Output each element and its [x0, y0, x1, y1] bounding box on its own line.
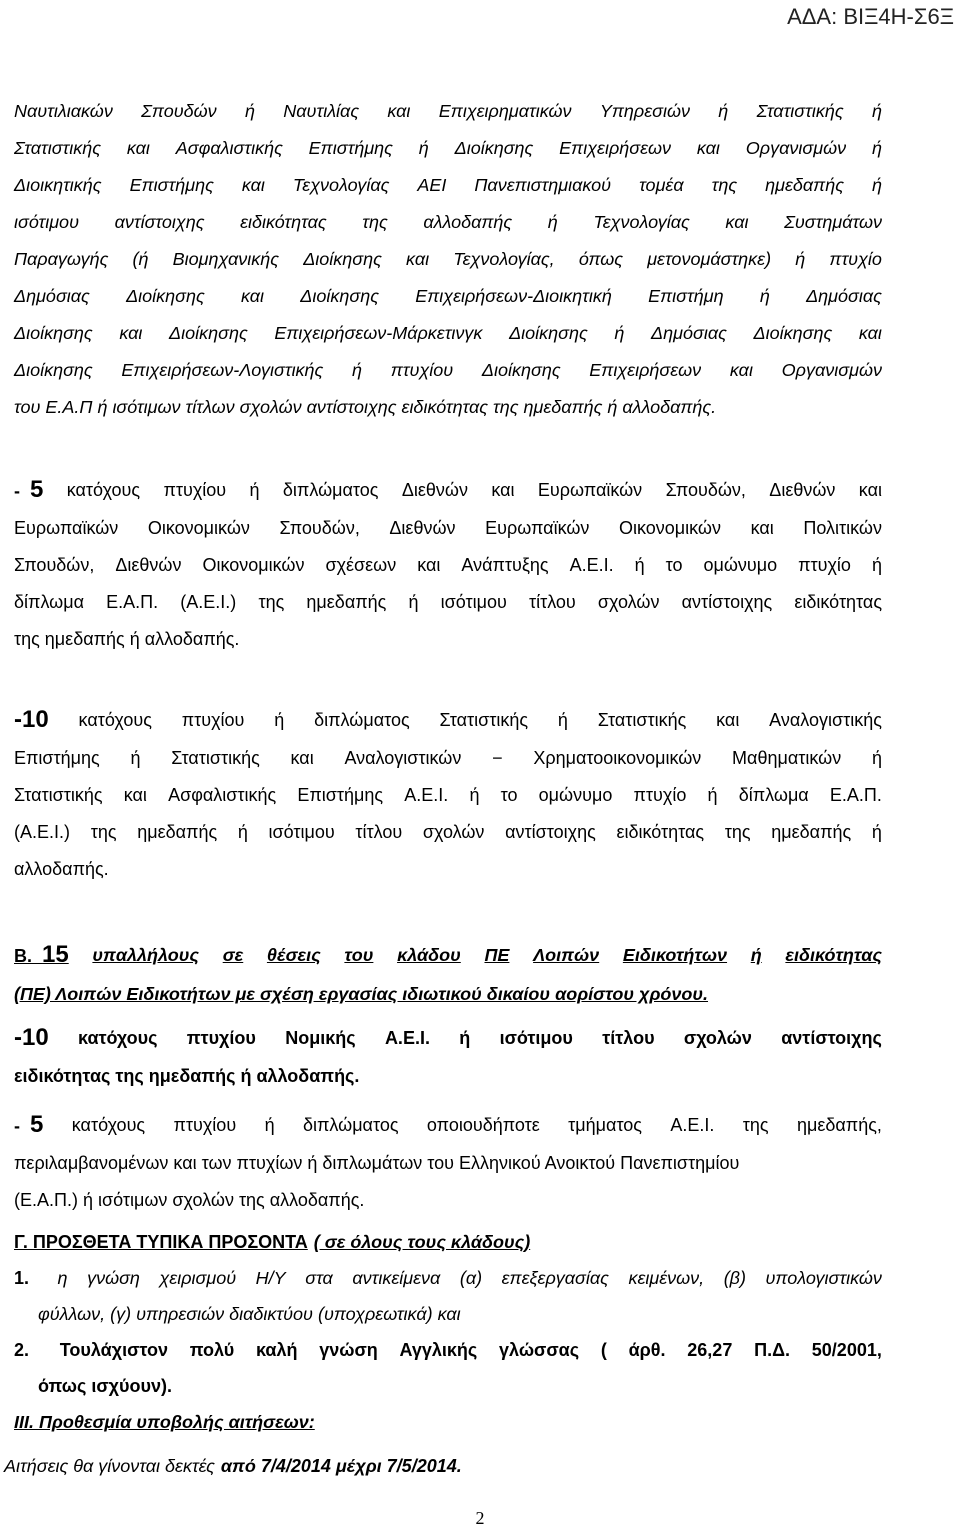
word: η	[57, 1268, 68, 1288]
word: και	[725, 212, 749, 232]
word: Διοίκησης	[753, 323, 833, 343]
word: Μαθηματικών	[732, 748, 842, 768]
word: πτυχίου	[390, 360, 454, 380]
word: και	[491, 480, 515, 500]
word: ή	[557, 710, 568, 730]
word: Βιομηχανικής	[172, 249, 280, 269]
word: Επιστήμης	[129, 175, 214, 195]
word: Α.Ε.Ι.	[670, 1115, 715, 1135]
word: ή	[871, 138, 882, 158]
word: σχολών	[683, 1028, 752, 1048]
word: διπλώματος	[282, 480, 379, 500]
word: Σπουδών,	[665, 480, 746, 500]
word: Διοικητικής	[14, 175, 102, 195]
word: Διοίκησης	[509, 323, 588, 343]
word: Επιχειρήσεων-Λογιστικής	[121, 360, 324, 380]
word: ημεδαπής	[771, 822, 852, 842]
word: Στατιστικής	[597, 710, 687, 730]
word: της	[90, 822, 117, 842]
word: και	[858, 480, 882, 500]
word: υπολογιστικών	[765, 1268, 882, 1288]
word: το	[500, 785, 518, 805]
word: Σπουδών,	[279, 518, 360, 538]
section-g-heading: Γ. ΠΡΟΣΘΕΤΑ ΤΥΠΙΚΑ ΠΡΟΣΟΝΤΑ ( σε όλους τους κλάδους)	[14, 1232, 531, 1252]
word: Ε.Α.Π.	[106, 592, 159, 612]
word: κατόχους	[78, 710, 152, 730]
word: ειδικότητας	[785, 945, 882, 965]
ada-code: ΑΔΑ: ΒΙΞ4Η-Σ6Ξ	[787, 4, 954, 29]
word: Στατιστικής	[171, 748, 260, 768]
word: Τεχνολογίας	[593, 212, 690, 232]
word: πτυχίο	[798, 555, 851, 575]
word: Λοιπών	[533, 945, 600, 965]
word: στα	[305, 1268, 333, 1288]
word: και	[126, 138, 150, 158]
word: Οικονομικών	[202, 555, 305, 575]
word: και	[240, 286, 265, 306]
word: πτυχίου	[186, 1028, 256, 1048]
word: Επιχειρήσεων-Μάρκετινγκ	[274, 323, 483, 343]
word: πτυχίου	[181, 710, 245, 730]
text-line	[14, 278, 882, 315]
section-b-heading: Β. 15 υπαλλήλους σε θέσεις του κλάδου ΠΕ Λοιπών Ειδικοτήτων ή ειδικότητας	[14, 934, 882, 976]
word: Ασφαλιστικής	[175, 138, 283, 158]
word: καλή	[255, 1340, 298, 1360]
word: Οργανισμών	[745, 138, 847, 158]
word: ειδικότητας	[794, 592, 882, 612]
text-line	[14, 130, 882, 167]
section-b	[14, 934, 882, 1013]
word: Α.Ε.Ι.	[384, 1028, 430, 1048]
word: Αναλογιστικών	[344, 748, 462, 768]
word: Οργανισμών	[781, 360, 882, 380]
word: σχέσεων	[325, 555, 397, 575]
word: ή	[244, 101, 255, 121]
page-number: 2	[475, 1508, 485, 1528]
word: αντίστοιχης	[114, 212, 205, 232]
text-line	[14, 241, 882, 278]
list-item-2: 2. Τουλάχιστον πολύ καλή γνώση Αγγλικής γλώσσας ( άρθ. 26,27 Π.Δ. 50/2001,	[14, 1332, 882, 1368]
text-line-last: (Ε.Α.Π.) ή ισότιμων σχολών της αλλοδαπής.	[14, 1190, 365, 1210]
word: Επιστήμης	[14, 748, 100, 768]
word: ή	[871, 175, 882, 195]
word: Ευρωπαϊκών	[537, 480, 643, 500]
word: Παραγωγής	[14, 249, 109, 269]
word: αντίστοιχης	[505, 822, 596, 842]
word: όπως	[578, 249, 624, 269]
word: αντίστοιχης	[681, 592, 773, 612]
word: Στατιστικής	[14, 785, 103, 805]
word: υπαλλήλους	[92, 945, 200, 965]
word: οποιουδήποτε	[426, 1115, 540, 1135]
word: Ναυτιλιακών	[14, 101, 113, 121]
word: Π.Δ.	[754, 1340, 791, 1360]
word: Επιστήμη	[648, 286, 724, 306]
text-line	[14, 352, 882, 389]
word: ισότιμου	[268, 822, 335, 842]
paragraph-1	[14, 93, 882, 426]
text-line: περιλαμβανομένων και των πτυχίων ή διπλωμάτων του Ελληνικού Ανοικτού Πανεπιστημίου	[14, 1153, 740, 1173]
word: Συστημάτων	[784, 212, 882, 232]
deadline-line: Αιτήσεις θα γίνονται δεκτές από 7/4/2014 μέχρι 7/5/2014.	[4, 1456, 462, 1476]
word: θέσεις	[266, 945, 321, 965]
word: γνώση	[319, 1340, 378, 1360]
word: Στατιστικής	[14, 138, 102, 158]
word: Οικονομικών	[147, 518, 250, 538]
word: Στατιστικής	[756, 101, 844, 121]
word: Ναυτιλίας	[283, 101, 360, 121]
word: ισότιμου	[440, 592, 507, 612]
word: Αναλογιστικής	[769, 710, 882, 730]
list-item-2-cont: όπως ισχύουν).	[38, 1376, 172, 1396]
word: πτυχίο	[633, 785, 687, 805]
word: και	[119, 323, 143, 343]
word: Χρηματοοικονομικών	[533, 748, 702, 768]
word: Διοίκησης	[300, 286, 379, 306]
text-line	[14, 510, 882, 547]
text-line	[14, 167, 882, 204]
word: και	[729, 360, 753, 380]
word: Διοίκησης	[303, 249, 382, 269]
word: ή	[274, 710, 285, 730]
list-item-1-cont: φύλλων, (γ) υπηρεσιών διαδικτύου (υποχρεωτικά) και	[38, 1304, 461, 1324]
word: γνώση	[87, 1268, 140, 1288]
word: σε	[222, 945, 244, 965]
word: Επιχειρήσεων-Διοικητική	[415, 286, 612, 306]
text-line	[14, 777, 882, 814]
word: Υπηρεσιών	[599, 101, 690, 121]
word: Α.Ε.Ι.	[404, 785, 449, 805]
word: Δημόσιας	[14, 286, 90, 306]
text-line	[14, 204, 882, 241]
word: (	[600, 1340, 607, 1360]
word: και	[716, 710, 740, 730]
word: πτυχίου	[163, 480, 227, 500]
word: χειρισμού	[159, 1268, 237, 1288]
word: ή	[750, 945, 762, 965]
word: Διοίκησης	[14, 360, 93, 380]
word: τίτλου	[602, 1028, 655, 1048]
word: Διοίκησης	[126, 286, 205, 306]
word: ή	[871, 555, 882, 575]
word: ή	[469, 785, 480, 805]
word: ειδικότητας	[240, 212, 327, 232]
word: ή	[352, 360, 363, 380]
word: τίτλου	[528, 592, 576, 612]
word: ημεδαπής	[306, 592, 387, 612]
word: Ασφαλιστικής	[168, 785, 277, 805]
word: αλλοδαπής	[423, 212, 513, 232]
word: Διεθνών	[769, 480, 836, 500]
word: Δημόσιας	[806, 286, 882, 306]
word: κλάδου	[397, 945, 461, 965]
word: Σπουδών,	[14, 555, 95, 575]
paragraph-2	[14, 470, 882, 658]
word: Διεθνών	[389, 518, 456, 538]
text-line	[14, 584, 882, 621]
word: ΠΕ	[484, 945, 510, 965]
word: ΑΕΙ	[417, 175, 447, 195]
word: Επιχειρήσεων	[589, 360, 702, 380]
word: και	[387, 101, 411, 121]
word: ημεδαπής,	[796, 1115, 882, 1135]
text-line: -10 κατόχους πτυχίου ή διπλώματος Στατιστικής ή Στατιστικής και Αναλογιστικής	[14, 700, 882, 740]
word: ή	[871, 748, 882, 768]
word: σχολών	[597, 592, 660, 612]
word: και	[858, 323, 882, 343]
word: Διοίκησης	[481, 360, 561, 380]
word: της	[362, 212, 388, 232]
word: ημεδαπής	[137, 822, 218, 842]
word: Διεθνών	[115, 555, 182, 575]
paragraph-3	[14, 700, 882, 888]
word: τίτλου	[355, 822, 403, 842]
text-line	[14, 814, 882, 851]
word: (β)	[723, 1268, 746, 1288]
word: τομέα	[639, 175, 684, 195]
word: Διοίκησης	[14, 323, 93, 343]
word: Τουλάχιστον	[59, 1340, 168, 1360]
list-item-1: 1. η γνώση χειρισμού Η/Υ στα αντικείμενα (α) επεξεργασίας κειμένων, (β) υπολογιστικών	[14, 1260, 882, 1296]
word: το	[665, 555, 683, 575]
word: Αγγλικής	[399, 1340, 478, 1360]
word: αντίστοιχης	[781, 1028, 882, 1048]
word: πτυχίο	[829, 249, 882, 269]
word: ή	[614, 323, 625, 343]
word: ή	[871, 822, 882, 842]
word: διπλώματος	[314, 710, 410, 730]
word: δίπλωμα	[14, 592, 84, 612]
word: διπλώματος	[302, 1115, 399, 1135]
word: Στατιστικής	[439, 710, 529, 730]
word: τμήματος	[568, 1115, 642, 1135]
word: του	[344, 945, 374, 965]
word: Διεθνών	[401, 480, 468, 500]
word: αντικείμενα	[352, 1268, 441, 1288]
word: και	[417, 555, 441, 575]
word: Επιχειρηματικών	[438, 101, 572, 121]
word: και	[696, 138, 720, 158]
word: Πανεπιστημιακού	[474, 175, 612, 195]
text-line-last: ειδικότητας της ημεδαπής ή αλλοδαπής.	[14, 1066, 360, 1086]
word: Η/Υ	[255, 1268, 286, 1288]
word: ημεδαπής	[765, 175, 844, 195]
word: ή	[418, 138, 429, 158]
word: (Α.Ε.Ι.)	[180, 592, 237, 612]
section-g	[14, 1224, 882, 1440]
word: Α.Ε.Ι.	[569, 555, 614, 575]
text-line: - 5 κατόχους πτυχίου ή διπλώματος οποιουδήποτε τμήματος Α.Ε.Ι. της ημεδαπής,	[14, 1105, 882, 1145]
word: ισότιμου	[499, 1028, 573, 1048]
word: Επιστήμης	[308, 138, 393, 158]
text-line-last: αλλοδαπής.	[14, 859, 109, 879]
word: της	[258, 592, 285, 612]
text-line	[14, 93, 882, 130]
text-line	[14, 740, 882, 777]
word: ομώνυμο	[703, 555, 778, 575]
word: και	[123, 785, 147, 805]
word: δίπλωμα	[738, 785, 809, 805]
word: και	[750, 518, 774, 538]
word: άρθ.	[628, 1340, 666, 1360]
word: ή	[547, 212, 558, 232]
word: 50/2001,	[811, 1340, 882, 1360]
word: Σπουδών	[141, 101, 217, 121]
word: ή	[249, 480, 260, 500]
word: ομώνυμο	[538, 785, 613, 805]
word: μετονομάστηκε)	[647, 249, 772, 269]
word: και	[241, 175, 265, 195]
word: Ευρωπαϊκών	[485, 518, 590, 538]
text-line-last: της ημεδαπής ή αλλοδαπής.	[14, 629, 240, 649]
word: ή	[459, 1028, 471, 1048]
section-b-item-2	[14, 1105, 882, 1219]
text-line: - 5 κατόχους πτυχίου ή διπλώματος Διεθνών και Ευρωπαϊκών Σπουδών, Διεθνών και	[14, 470, 882, 510]
section-iii-heading: ΙΙΙ. Προθεσμία υποβολής αιτήσεων:	[14, 1412, 315, 1432]
word: κατόχους	[66, 480, 141, 500]
word: Ειδικοτήτων	[622, 945, 728, 965]
word: της	[724, 822, 751, 842]
word: επεξεργασίας	[501, 1268, 609, 1288]
word: ή	[264, 1115, 275, 1135]
word: ή	[871, 101, 882, 121]
text-line	[14, 315, 882, 352]
word: Επιστήμης	[297, 785, 384, 805]
word: ή	[718, 101, 729, 121]
word: (Α.Ε.Ι.)	[14, 822, 71, 842]
word: γλώσσας	[499, 1340, 580, 1360]
word: σχολών	[422, 822, 485, 842]
word: ή	[408, 592, 419, 612]
section-b-item-1	[14, 1018, 882, 1095]
word: (α)	[459, 1268, 483, 1288]
section-b-heading-2: (ΠΕ) Λοιπών Ειδικοτήτων με σχέση εργασίας ιδιωτικού δικαίου αορίστου χρόνου.	[14, 984, 709, 1004]
word: ισότιμου	[14, 212, 79, 232]
word: πολύ	[189, 1340, 235, 1360]
word: ή	[795, 249, 806, 269]
word: κατόχους	[78, 1028, 158, 1048]
word: και	[290, 748, 314, 768]
word: Νομικής	[285, 1028, 356, 1048]
word: Οικονομικών	[618, 518, 721, 538]
word: ή	[707, 785, 718, 805]
text-line: -10 κατόχους πτυχίου Νομικής Α.Ε.Ι. ή ισότιμου τίτλου σχολών αντίστοιχης	[14, 1018, 882, 1058]
word: −	[492, 748, 503, 768]
word: Τεχνολογίας	[292, 175, 390, 195]
word: 26,27	[687, 1340, 733, 1360]
word: ή	[634, 555, 645, 575]
word: ή	[237, 822, 248, 842]
word: Πολιτικών	[803, 518, 882, 538]
text-line	[14, 547, 882, 584]
word: (ή	[132, 249, 149, 269]
word: Ε.Α.Π.	[829, 785, 882, 805]
word: Δημόσιας	[651, 323, 727, 343]
word: ή	[130, 748, 141, 768]
word: Ευρωπαϊκών	[14, 518, 119, 538]
word: Διοίκησης	[454, 138, 534, 158]
word: Ανάπτυξης	[461, 555, 549, 575]
word: ειδικότητας	[616, 822, 705, 842]
word: Διοίκησης	[169, 323, 248, 343]
word: κειμένων,	[628, 1268, 705, 1288]
word: Τεχνολογίας,	[453, 249, 555, 269]
word: της	[711, 175, 738, 195]
word: πτυχίου	[173, 1115, 237, 1135]
text-line-last: του Ε.Α.Π ή ισότιμων τίτλων σχολών αντίστοιχης ειδικότητας της ημεδαπής ή αλλοδαπής.	[14, 397, 717, 417]
word: και	[406, 249, 430, 269]
word: Επιχειρήσεων	[559, 138, 672, 158]
word: κατόχους	[71, 1115, 146, 1135]
word: της	[742, 1115, 769, 1135]
word: ή	[759, 286, 770, 306]
